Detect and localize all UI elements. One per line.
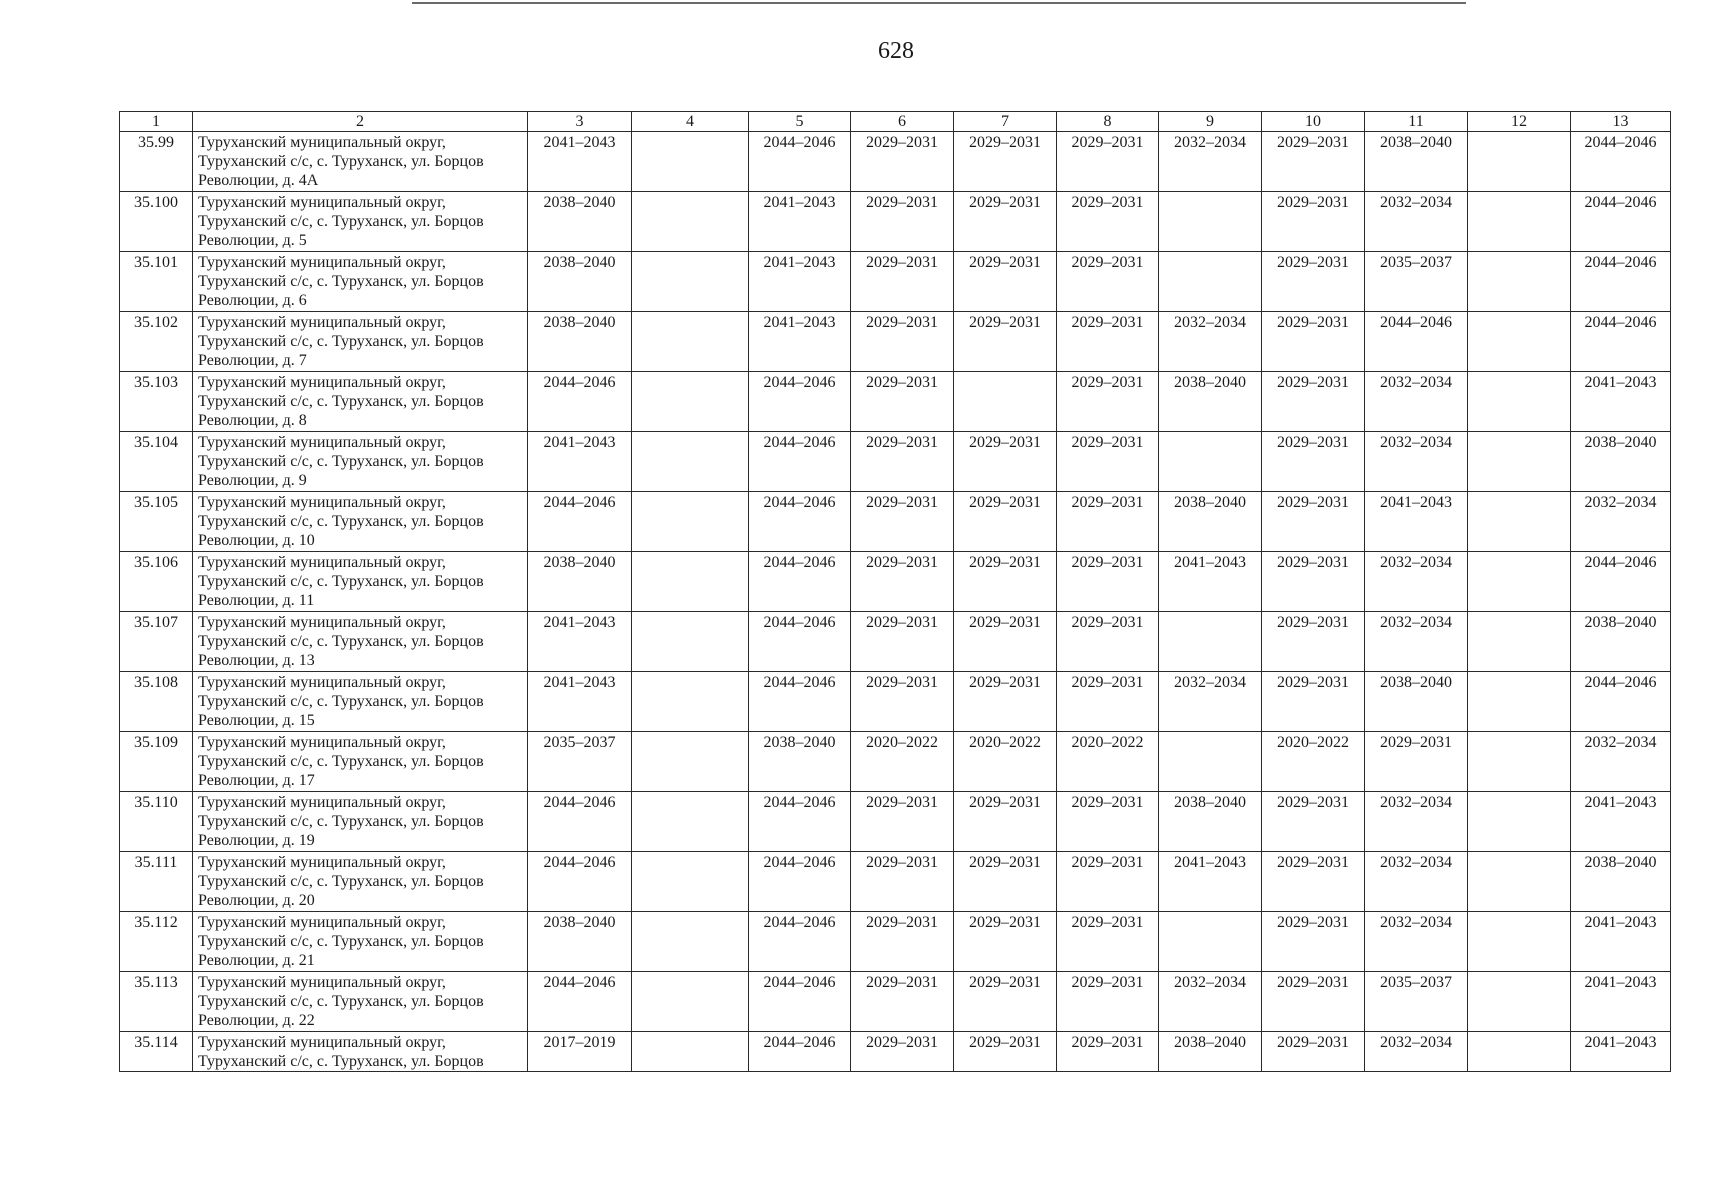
period-cell-12 bbox=[1468, 192, 1571, 252]
period-cell-11: 2032–2034 bbox=[1365, 192, 1468, 252]
period-cell-9: 2032–2034 bbox=[1159, 672, 1262, 732]
table-row bbox=[120, 552, 1671, 612]
period-cell-10: 2029–2031 bbox=[1262, 1032, 1365, 1072]
period-cell-11: 2032–2034 bbox=[1365, 552, 1468, 612]
period-cell-9: 2038–2040 bbox=[1159, 372, 1262, 432]
address-cell: Туруханский муниципальный округ, Туруханский с/с, с. Туруханск, ул. Борцов bbox=[193, 1032, 528, 1072]
period-cell-8: 2029–2031 bbox=[1057, 912, 1159, 972]
period-cell-6: 2029–2031 bbox=[851, 252, 954, 312]
row-number-cell: 35.103 bbox=[120, 372, 193, 432]
period-cell-13: 2044–2046 bbox=[1571, 192, 1671, 252]
period-cell-3: 2044–2046 bbox=[528, 372, 632, 432]
period-cell-5: 2044–2046 bbox=[749, 672, 851, 732]
period-cell-13: 2038–2040 bbox=[1571, 852, 1671, 912]
period-cell-5: 2044–2046 bbox=[749, 552, 851, 612]
period-cell-3: 2044–2046 bbox=[528, 792, 632, 852]
row-number-cell: 35.108 bbox=[120, 672, 193, 732]
period-cell-6: 2029–2031 bbox=[851, 192, 954, 252]
period-cell-7: 2029–2031 bbox=[954, 912, 1057, 972]
period-cell-11: 2035–2037 bbox=[1365, 972, 1468, 1032]
period-cell-6: 2029–2031 bbox=[851, 972, 954, 1032]
period-cell-8: 2029–2031 bbox=[1057, 252, 1159, 312]
header-col-8: 8 bbox=[1057, 112, 1159, 132]
period-cell-3: 2041–2043 bbox=[528, 432, 632, 492]
period-cell-7 bbox=[954, 372, 1057, 432]
period-cell-13: 2032–2034 bbox=[1571, 732, 1671, 792]
period-cell-13: 2032–2034 bbox=[1571, 492, 1671, 552]
row-number-cell: 35.99 bbox=[120, 132, 193, 192]
period-cell-6: 2029–2031 bbox=[851, 492, 954, 552]
period-cell-5: 2041–2043 bbox=[749, 192, 851, 252]
period-cell-3: 2038–2040 bbox=[528, 552, 632, 612]
row-number-cell: 35.112 bbox=[120, 912, 193, 972]
period-cell-4 bbox=[632, 912, 749, 972]
period-cell-7: 2029–2031 bbox=[954, 552, 1057, 612]
page-number: 628 bbox=[878, 38, 914, 64]
table-row bbox=[120, 252, 1671, 312]
period-cell-8: 2029–2031 bbox=[1057, 492, 1159, 552]
period-cell-8: 2029–2031 bbox=[1057, 612, 1159, 672]
period-cell-13: 2044–2046 bbox=[1571, 132, 1671, 192]
period-cell-7: 2029–2031 bbox=[954, 312, 1057, 372]
period-cell-10: 2020–2022 bbox=[1262, 732, 1365, 792]
period-cell-12 bbox=[1468, 372, 1571, 432]
period-cell-4 bbox=[632, 852, 749, 912]
period-cell-13: 2044–2046 bbox=[1571, 252, 1671, 312]
period-cell-11: 2044–2046 bbox=[1365, 312, 1468, 372]
period-cell-11: 2032–2034 bbox=[1365, 792, 1468, 852]
period-cell-9: 2038–2040 bbox=[1159, 792, 1262, 852]
period-cell-12 bbox=[1468, 132, 1571, 192]
address-cell: Туруханский муниципальный округ, Туруханский с/с, с. Туруханск, ул. Борцов Революции, д. 5 bbox=[193, 192, 528, 252]
header-row bbox=[120, 112, 1671, 132]
header-col-7: 7 bbox=[954, 112, 1057, 132]
row-number-cell: 35.105 bbox=[120, 492, 193, 552]
period-cell-4 bbox=[632, 552, 749, 612]
period-cell-12 bbox=[1468, 612, 1571, 672]
period-cell-12 bbox=[1468, 492, 1571, 552]
period-cell-7: 2029–2031 bbox=[954, 672, 1057, 732]
period-cell-3: 2041–2043 bbox=[528, 132, 632, 192]
period-cell-7: 2029–2031 bbox=[954, 792, 1057, 852]
period-cell-9: 2041–2043 bbox=[1159, 852, 1262, 912]
period-cell-3: 2038–2040 bbox=[528, 912, 632, 972]
period-cell-6: 2029–2031 bbox=[851, 672, 954, 732]
period-cell-6: 2029–2031 bbox=[851, 1032, 954, 1072]
period-cell-3: 2038–2040 bbox=[528, 192, 632, 252]
period-cell-9: 2032–2034 bbox=[1159, 132, 1262, 192]
period-cell-4 bbox=[632, 372, 749, 432]
period-cell-4 bbox=[632, 672, 749, 732]
period-cell-3: 2038–2040 bbox=[528, 252, 632, 312]
period-cell-10: 2029–2031 bbox=[1262, 372, 1365, 432]
header-col-13: 13 bbox=[1571, 112, 1671, 132]
row-number-cell: 35.100 bbox=[120, 192, 193, 252]
address-cell: Туруханский муниципальный округ, Туруханский с/с, с. Туруханск, ул. Борцов Революции, д. 6 bbox=[193, 252, 528, 312]
address-cell: Туруханский муниципальный округ, Туруханский с/с, с. Туруханск, ул. Борцов Революции, д. 15 bbox=[193, 672, 528, 732]
table-row bbox=[120, 1032, 1671, 1072]
period-cell-13: 2044–2046 bbox=[1571, 552, 1671, 612]
schedule-table bbox=[119, 111, 1671, 1072]
period-cell-4 bbox=[632, 192, 749, 252]
period-cell-12 bbox=[1468, 852, 1571, 912]
period-cell-4 bbox=[632, 132, 749, 192]
period-cell-5: 2044–2046 bbox=[749, 852, 851, 912]
table-row bbox=[120, 792, 1671, 852]
period-cell-6: 2029–2031 bbox=[851, 852, 954, 912]
period-cell-13: 2038–2040 bbox=[1571, 432, 1671, 492]
period-cell-13: 2041–2043 bbox=[1571, 1032, 1671, 1072]
period-cell-4 bbox=[632, 432, 749, 492]
period-cell-13: 2041–2043 bbox=[1571, 972, 1671, 1032]
period-cell-13: 2038–2040 bbox=[1571, 612, 1671, 672]
period-cell-5: 2041–2043 bbox=[749, 252, 851, 312]
period-cell-8: 2020–2022 bbox=[1057, 732, 1159, 792]
period-cell-9 bbox=[1159, 912, 1262, 972]
period-cell-9: 2038–2040 bbox=[1159, 1032, 1262, 1072]
row-number-cell: 35.101 bbox=[120, 252, 193, 312]
table-row bbox=[120, 132, 1671, 192]
address-cell: Туруханский муниципальный округ, Туруханский с/с, с. Туруханск, ул. Борцов Революции, д. 7 bbox=[193, 312, 528, 372]
period-cell-3: 2044–2046 bbox=[528, 972, 632, 1032]
period-cell-5: 2041–2043 bbox=[749, 312, 851, 372]
period-cell-12 bbox=[1468, 432, 1571, 492]
table-row bbox=[120, 852, 1671, 912]
period-cell-8: 2029–2031 bbox=[1057, 192, 1159, 252]
period-cell-6: 2029–2031 bbox=[851, 132, 954, 192]
period-cell-5: 2044–2046 bbox=[749, 492, 851, 552]
period-cell-3: 2044–2046 bbox=[528, 852, 632, 912]
period-cell-11: 2041–2043 bbox=[1365, 492, 1468, 552]
table-row bbox=[120, 192, 1671, 252]
header-col-4: 4 bbox=[632, 112, 749, 132]
period-cell-12 bbox=[1468, 792, 1571, 852]
table-row bbox=[120, 372, 1671, 432]
period-cell-11: 2032–2034 bbox=[1365, 1032, 1468, 1072]
period-cell-7: 2029–2031 bbox=[954, 252, 1057, 312]
period-cell-3: 2038–2040 bbox=[528, 312, 632, 372]
period-cell-5: 2044–2046 bbox=[749, 132, 851, 192]
period-cell-6: 2029–2031 bbox=[851, 612, 954, 672]
period-cell-8: 2029–2031 bbox=[1057, 1032, 1159, 1072]
header-col-5: 5 bbox=[749, 112, 851, 132]
period-cell-10: 2029–2031 bbox=[1262, 132, 1365, 192]
period-cell-4 bbox=[632, 492, 749, 552]
table-row bbox=[120, 912, 1671, 972]
period-cell-13: 2041–2043 bbox=[1571, 792, 1671, 852]
period-cell-9 bbox=[1159, 612, 1262, 672]
period-cell-7: 2029–2031 bbox=[954, 852, 1057, 912]
header-col-6: 6 bbox=[851, 112, 954, 132]
period-cell-9: 2032–2034 bbox=[1159, 972, 1262, 1032]
period-cell-7: 2029–2031 bbox=[954, 492, 1057, 552]
period-cell-10: 2029–2031 bbox=[1262, 972, 1365, 1032]
period-cell-6: 2029–2031 bbox=[851, 372, 954, 432]
header-col-12: 12 bbox=[1468, 112, 1571, 132]
period-cell-5: 2044–2046 bbox=[749, 792, 851, 852]
period-cell-13: 2044–2046 bbox=[1571, 312, 1671, 372]
period-cell-8: 2029–2031 bbox=[1057, 312, 1159, 372]
period-cell-12 bbox=[1468, 1032, 1571, 1072]
table-row bbox=[120, 732, 1671, 792]
period-cell-4 bbox=[632, 792, 749, 852]
period-cell-11: 2038–2040 bbox=[1365, 672, 1468, 732]
period-cell-5: 2044–2046 bbox=[749, 972, 851, 1032]
period-cell-13: 2041–2043 bbox=[1571, 372, 1671, 432]
period-cell-12 bbox=[1468, 912, 1571, 972]
period-cell-10: 2029–2031 bbox=[1262, 792, 1365, 852]
address-cell: Туруханский муниципальный округ, Туруханский с/с, с. Туруханск, ул. Борцов Революции, д. 4А bbox=[193, 132, 528, 192]
period-cell-11: 2032–2034 bbox=[1365, 612, 1468, 672]
period-cell-7: 2029–2031 bbox=[954, 612, 1057, 672]
period-cell-9: 2032–2034 bbox=[1159, 312, 1262, 372]
period-cell-10: 2029–2031 bbox=[1262, 552, 1365, 612]
period-cell-10: 2029–2031 bbox=[1262, 192, 1365, 252]
period-cell-5: 2044–2046 bbox=[749, 432, 851, 492]
table-row bbox=[120, 432, 1671, 492]
row-number-cell: 35.114 bbox=[120, 1032, 193, 1072]
address-cell: Туруханский муниципальный округ, Туруханский с/с, с. Туруханск, ул. Борцов Революции, д. 11 bbox=[193, 552, 528, 612]
table-row bbox=[120, 312, 1671, 372]
address-cell: Туруханский муниципальный округ, Туруханский с/с, с. Туруханск, ул. Борцов Революции, д. 13 bbox=[193, 612, 528, 672]
period-cell-6: 2020–2022 bbox=[851, 732, 954, 792]
period-cell-9 bbox=[1159, 192, 1262, 252]
row-number-cell: 35.113 bbox=[120, 972, 193, 1032]
period-cell-10: 2029–2031 bbox=[1262, 252, 1365, 312]
period-cell-4 bbox=[632, 252, 749, 312]
period-cell-8: 2029–2031 bbox=[1057, 972, 1159, 1032]
period-cell-5: 2044–2046 bbox=[749, 612, 851, 672]
period-cell-10: 2029–2031 bbox=[1262, 912, 1365, 972]
period-cell-3: 2017–2019 bbox=[528, 1032, 632, 1072]
period-cell-6: 2029–2031 bbox=[851, 912, 954, 972]
period-cell-11: 2035–2037 bbox=[1365, 252, 1468, 312]
period-cell-11: 2032–2034 bbox=[1365, 372, 1468, 432]
period-cell-8: 2029–2031 bbox=[1057, 132, 1159, 192]
address-cell: Туруханский муниципальный округ, Туруханский с/с, с. Туруханск, ул. Борцов Революции, д. 17 bbox=[193, 732, 528, 792]
period-cell-5: 2044–2046 bbox=[749, 1032, 851, 1072]
period-cell-4 bbox=[632, 1032, 749, 1072]
address-cell: Туруханский муниципальный округ, Туруханский с/с, с. Туруханск, ул. Борцов Революции, д. 10 bbox=[193, 492, 528, 552]
period-cell-12 bbox=[1468, 252, 1571, 312]
period-cell-7: 2029–2031 bbox=[954, 432, 1057, 492]
period-cell-6: 2029–2031 bbox=[851, 432, 954, 492]
period-cell-4 bbox=[632, 312, 749, 372]
period-cell-4 bbox=[632, 612, 749, 672]
period-cell-9 bbox=[1159, 252, 1262, 312]
period-cell-8: 2029–2031 bbox=[1057, 852, 1159, 912]
period-cell-13: 2041–2043 bbox=[1571, 912, 1671, 972]
table-row bbox=[120, 492, 1671, 552]
period-cell-8: 2029–2031 bbox=[1057, 552, 1159, 612]
row-number-cell: 35.110 bbox=[120, 792, 193, 852]
period-cell-6: 2029–2031 bbox=[851, 312, 954, 372]
period-cell-3: 2041–2043 bbox=[528, 612, 632, 672]
period-cell-9 bbox=[1159, 732, 1262, 792]
period-cell-10: 2029–2031 bbox=[1262, 612, 1365, 672]
address-cell: Туруханский муниципальный округ, Туруханский с/с, с. Туруханск, ул. Борцов Революции, д. 20 bbox=[193, 852, 528, 912]
period-cell-3: 2035–2037 bbox=[528, 732, 632, 792]
address-cell: Туруханский муниципальный округ, Туруханский с/с, с. Туруханск, ул. Борцов Революции, д. 22 bbox=[193, 972, 528, 1032]
period-cell-9 bbox=[1159, 432, 1262, 492]
period-cell-7: 2029–2031 bbox=[954, 192, 1057, 252]
period-cell-13: 2044–2046 bbox=[1571, 672, 1671, 732]
period-cell-12 bbox=[1468, 552, 1571, 612]
row-number-cell: 35.104 bbox=[120, 432, 193, 492]
period-cell-7: 2020–2022 bbox=[954, 732, 1057, 792]
row-number-cell: 35.106 bbox=[120, 552, 193, 612]
table-body bbox=[120, 132, 1671, 1072]
header-col-11: 11 bbox=[1365, 112, 1468, 132]
period-cell-10: 2029–2031 bbox=[1262, 312, 1365, 372]
period-cell-7: 2029–2031 bbox=[954, 1032, 1057, 1072]
period-cell-3: 2044–2046 bbox=[528, 492, 632, 552]
period-cell-9: 2041–2043 bbox=[1159, 552, 1262, 612]
period-cell-11: 2038–2040 bbox=[1365, 132, 1468, 192]
table-row bbox=[120, 672, 1671, 732]
table-row bbox=[120, 972, 1671, 1032]
period-cell-10: 2029–2031 bbox=[1262, 852, 1365, 912]
period-cell-9: 2038–2040 bbox=[1159, 492, 1262, 552]
period-cell-5: 2038–2040 bbox=[749, 732, 851, 792]
period-cell-6: 2029–2031 bbox=[851, 792, 954, 852]
period-cell-4 bbox=[632, 732, 749, 792]
period-cell-12 bbox=[1468, 732, 1571, 792]
header-col-1: 1 bbox=[120, 112, 193, 132]
address-cell: Туруханский муниципальный округ, Туруханский с/с, с. Туруханск, ул. Борцов Революции, д. 21 bbox=[193, 912, 528, 972]
header-col-2: 2 bbox=[193, 112, 528, 132]
address-cell: Туруханский муниципальный округ, Туруханский с/с, с. Туруханск, ул. Борцов Революции, д. 9 bbox=[193, 432, 528, 492]
period-cell-7: 2029–2031 bbox=[954, 972, 1057, 1032]
row-number-cell: 35.111 bbox=[120, 852, 193, 912]
period-cell-10: 2029–2031 bbox=[1262, 672, 1365, 732]
period-cell-6: 2029–2031 bbox=[851, 552, 954, 612]
period-cell-3: 2041–2043 bbox=[528, 672, 632, 732]
period-cell-11: 2029–2031 bbox=[1365, 732, 1468, 792]
header-col-3: 3 bbox=[528, 112, 632, 132]
period-cell-8: 2029–2031 bbox=[1057, 672, 1159, 732]
period-cell-8: 2029–2031 bbox=[1057, 372, 1159, 432]
period-cell-11: 2032–2034 bbox=[1365, 912, 1468, 972]
top-rule bbox=[412, 2, 1466, 4]
header-col-10: 10 bbox=[1262, 112, 1365, 132]
period-cell-12 bbox=[1468, 672, 1571, 732]
row-number-cell: 35.107 bbox=[120, 612, 193, 672]
row-number-cell: 35.102 bbox=[120, 312, 193, 372]
period-cell-5: 2044–2046 bbox=[749, 912, 851, 972]
period-cell-12 bbox=[1468, 972, 1571, 1032]
period-cell-7: 2029–2031 bbox=[954, 132, 1057, 192]
address-cell: Туруханский муниципальный округ, Туруханский с/с, с. Туруханск, ул. Борцов Революции, д. 8 bbox=[193, 372, 528, 432]
period-cell-11: 2032–2034 bbox=[1365, 432, 1468, 492]
period-cell-8: 2029–2031 bbox=[1057, 432, 1159, 492]
period-cell-10: 2029–2031 bbox=[1262, 492, 1365, 552]
period-cell-10: 2029–2031 bbox=[1262, 432, 1365, 492]
period-cell-11: 2032–2034 bbox=[1365, 852, 1468, 912]
header-col-9: 9 bbox=[1159, 112, 1262, 132]
period-cell-12 bbox=[1468, 312, 1571, 372]
address-cell: Туруханский муниципальный округ, Туруханский с/с, с. Туруханск, ул. Борцов Революции, д. 19 bbox=[193, 792, 528, 852]
period-cell-5: 2044–2046 bbox=[749, 372, 851, 432]
period-cell-8: 2029–2031 bbox=[1057, 792, 1159, 852]
period-cell-4 bbox=[632, 972, 749, 1032]
table-row bbox=[120, 612, 1671, 672]
row-number-cell: 35.109 bbox=[120, 732, 193, 792]
